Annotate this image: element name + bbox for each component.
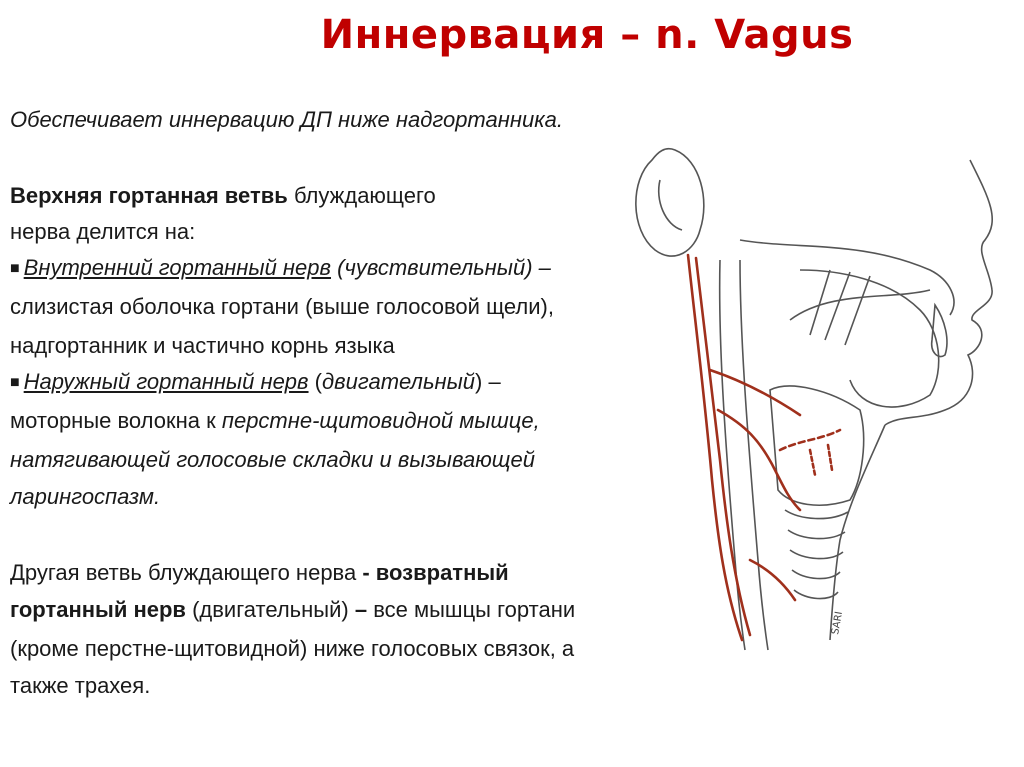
external-type-open: ( [308, 369, 322, 394]
superior-branch-name: Верхняя гортанная ветвь [10, 183, 288, 208]
external-line2-italic: перстне-щитовидной мышце, [221, 408, 540, 433]
recurrent-part1: Другая ветвь блуждающего нерва [10, 560, 363, 585]
superior-branch-line2: нерва делится на: [10, 219, 196, 244]
internal-nerve-line1 [10, 252, 551, 284]
external-nerve-line4: ларингоспазм. [10, 484, 161, 509]
external-nerve-line1 [10, 366, 501, 398]
recurrent-line1 [10, 557, 509, 588]
internal-nerve-type: (чувствительный) – [331, 255, 551, 280]
recurrent-line4: также трахея. [10, 673, 151, 698]
bullet-icon: ■ [10, 260, 20, 277]
recurrent-line3: (кроме перстне-щитовидной) ниже голосовых связок, а [10, 636, 575, 661]
internal-nerve-line2: слизистая оболочка гортани (выше голосовой щели), [10, 294, 554, 319]
superior-branch-line1 [10, 180, 436, 211]
slide-title: Иннервация – n. Vagus [320, 12, 854, 58]
recurrent-type: (двигательный) [185, 597, 355, 622]
external-nerve-line3: натягивающей голосовые складки и вызывающей [10, 447, 535, 472]
recurrent-dash: – [354, 597, 368, 622]
external-type-close: ) – [475, 369, 501, 394]
external-nerve-name: Наружный гортанный нерв [23, 369, 309, 394]
bullet-icon: ■ [10, 374, 20, 391]
head-outline [636, 149, 992, 650]
recurrent-part2: - возвратный [362, 560, 509, 585]
vagus-anatomy-illustration [600, 140, 1020, 660]
illustration-signature: SARI [830, 610, 845, 636]
external-line2-normal: моторные волокна к [10, 408, 222, 433]
external-type-word: двигательный [321, 369, 476, 394]
external-nerve-line2 [10, 405, 540, 436]
recurrent-rest: все мышцы гортани [367, 597, 576, 622]
intro-text: Обеспечивает иннервацию ДП ниже надгортанника. [10, 107, 563, 132]
internal-nerve-line3: надгортанник и частично корнь языка [10, 333, 395, 358]
superior-branch-rest: блуждающего [287, 183, 436, 208]
recurrent-line2 [10, 594, 575, 625]
internal-nerve-name: Внутренний гортанный нерв [23, 255, 331, 280]
recurrent-nerve-name: гортанный нерв [10, 597, 186, 622]
